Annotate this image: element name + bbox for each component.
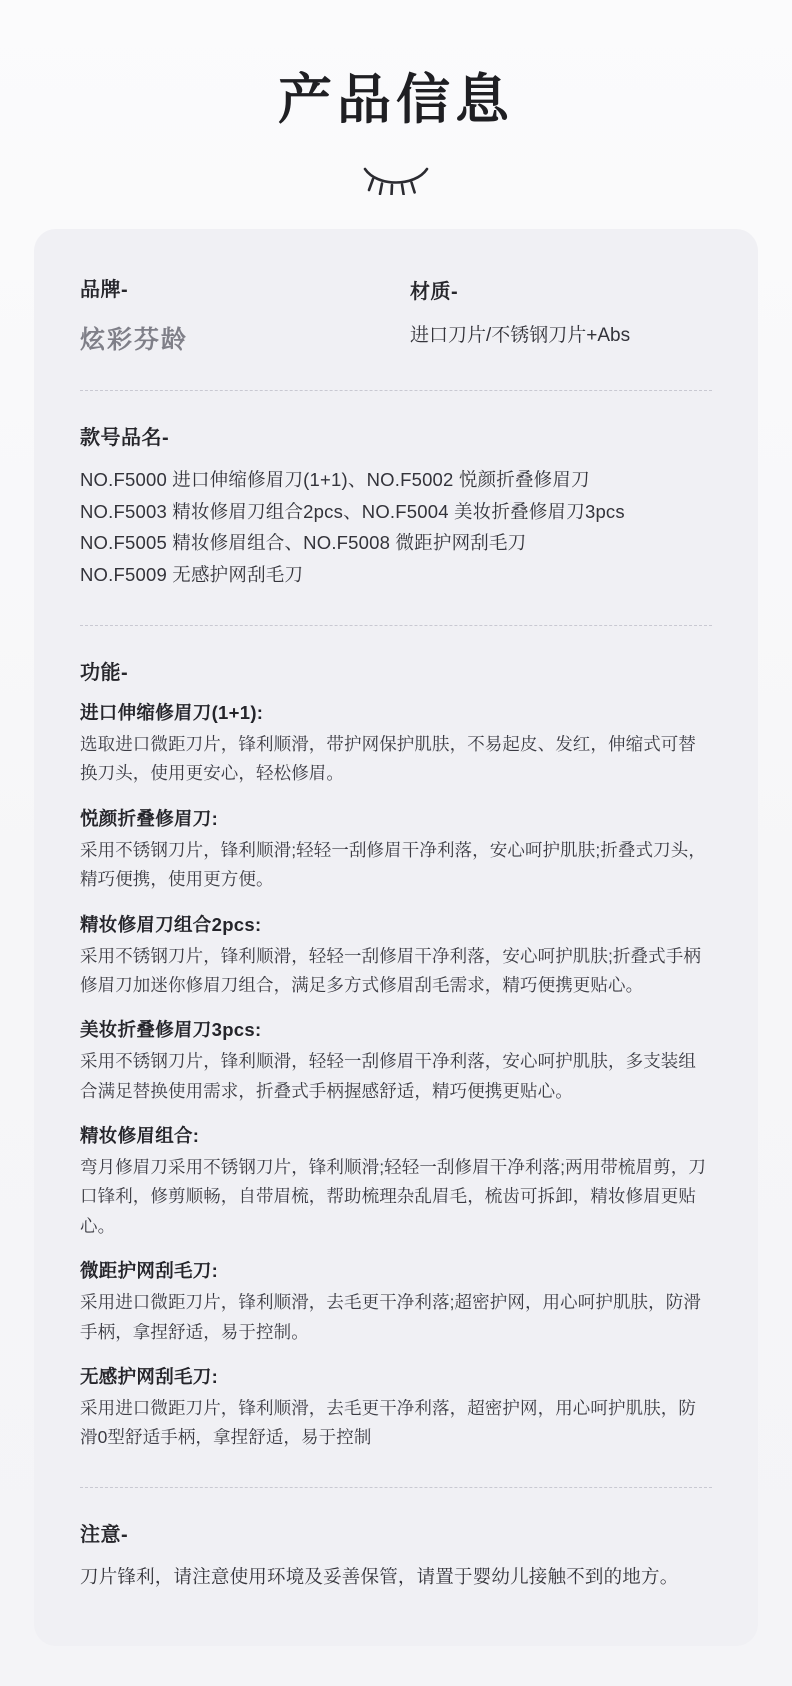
feature-name: 美妆折叠修眉刀3pcs: [80, 1019, 262, 1041]
list-item: NO.F5000 进口伸缩修眉刀(1+1)、NO.F5002 悦颜折叠修眉刀 [80, 468, 590, 490]
material-value: 进口刀片/不锈钢刀片+Abs [410, 324, 631, 346]
feature-name: 进口伸缩修眉刀(1+1): [80, 701, 264, 723]
feature-desc: 弯月修眉刀采用不锈钢刀片，锋利顺滑;轻轻一刮修眉干净利落;两用带梳眉剪，刀口锋利，修剪顺畅，自带眉梳，帮助梳理杂乱眉毛，梳齿可拆卸，精妆修眉更贴心。 [80, 1157, 706, 1236]
list-item [80, 1122, 712, 1241]
divider [80, 625, 712, 626]
feature-desc: 采用不锈钢刀片，锋利顺滑;轻轻一刮修眉干净利落，安心呵护肌肤;折叠式刀头，精巧便携，使用更方便。 [80, 839, 706, 890]
page-header [0, 0, 792, 197]
list-item: NO.F5009 无感护网刮毛刀 [80, 564, 304, 586]
notice-section [80, 1518, 712, 1592]
brand-value: 炫彩芬龄 [80, 325, 189, 354]
feature-desc: 采用进口微距刀片，锋利顺滑，去毛更干净利落;超密护网，用心呵护肌肤，防滑手柄，拿捏舒适，易于控制。 [80, 1292, 701, 1342]
feature-name: 微距护网刮毛刀: [80, 1260, 219, 1282]
material-label: 材质- [410, 280, 459, 303]
list-item [80, 699, 712, 789]
list-item [80, 1363, 712, 1453]
list-item: NO.F5005 精妆修眉组合、NO.F5008 微距护网刮毛刀 [80, 532, 527, 554]
list-item [80, 911, 712, 1001]
functions-label: 功能- [80, 661, 129, 684]
list-item [80, 805, 712, 895]
models-list [80, 464, 712, 591]
divider [80, 1487, 712, 1488]
notice-text: 刀片锋利，请注意使用环境及妥善保管，请置于婴幼儿接触不到的地方。 [80, 1565, 679, 1587]
feature-desc: 采用不锈钢刀片，锋利顺滑，轻轻一刮修眉干净利落，安心呵护肌肤;折叠式手柄修眉刀加迷你修眉刀组合，满足多方式修眉刮毛需求，精巧便携更贴心。 [80, 945, 701, 995]
feature-desc: 选取进口微距刀片，锋利顺滑，带护网保护肌肤，不易起皮、发红，伸缩式可替换刀头，使用更安心，轻松修眉。 [80, 733, 696, 784]
models-label: 款号品名- [80, 426, 170, 449]
divider [80, 390, 712, 391]
brand-label: 品牌- [80, 278, 129, 301]
functions-section [80, 656, 712, 1453]
brand-material-row [80, 273, 712, 356]
feature-desc: 采用不锈钢刀片，锋利顺滑，轻轻一刮修眉干净利落，安心呵护肌肤，多支装组合满足替换使用需求，折叠式手柄握感舒适，精巧便携更贴心。 [80, 1051, 696, 1101]
feature-name: 悦颜折叠修眉刀: [80, 807, 219, 829]
models-section [80, 421, 712, 591]
material-field [410, 273, 712, 351]
notice-label: 注意- [80, 1523, 129, 1546]
product-info-card [34, 229, 758, 1647]
feature-name: 精妆修眉组合: [80, 1125, 200, 1147]
feature-desc: 采用进口微距刀片，锋利顺滑，去毛更干净利落，超密护网，用心呵护肌肤，防滑0型舒适手柄，拿捏舒适，易于控制 [80, 1398, 696, 1448]
list-item: NO.F5003 精妆修眉刀组合2pcs、NO.F5004 美妆折叠修眉刀3pcs [80, 500, 625, 522]
eyelash-icon [0, 163, 792, 197]
feature-name: 精妆修眉刀组合2pcs: [80, 913, 262, 935]
page-title: 产品信息 [278, 70, 514, 130]
feature-name: 无感护网刮毛刀: [80, 1366, 219, 1388]
list-item [80, 1016, 712, 1106]
list-item [80, 1257, 712, 1347]
brand-field [80, 273, 410, 356]
